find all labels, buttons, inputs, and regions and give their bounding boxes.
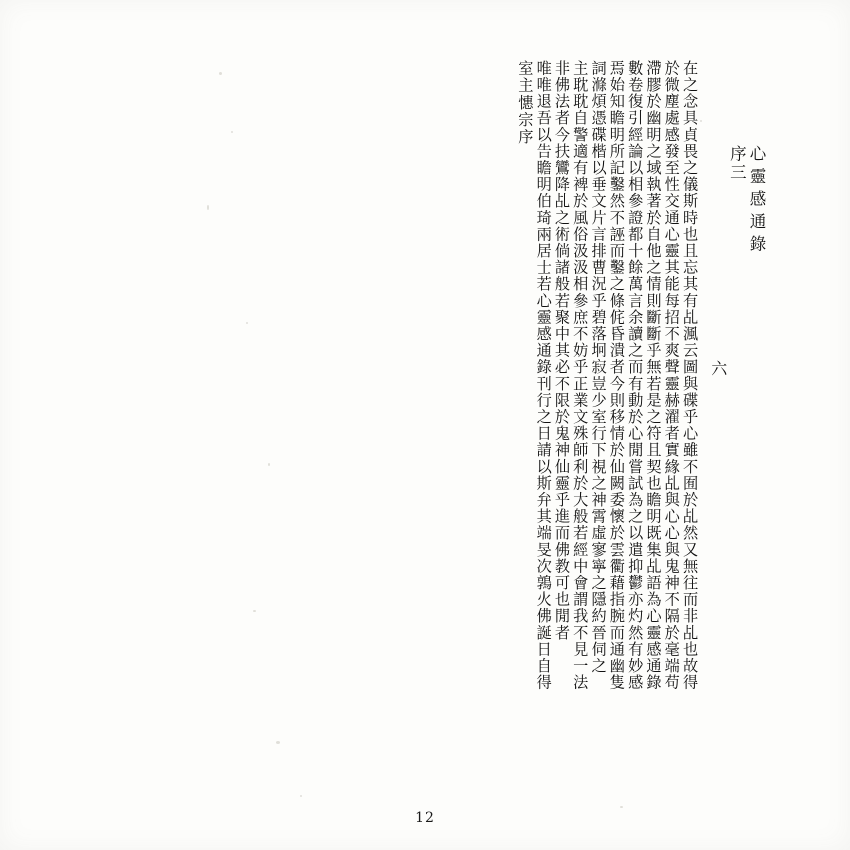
scan-speckle xyxy=(300,795,302,797)
scan-speckle xyxy=(231,131,233,133)
section-label: 序三 xyxy=(727,145,747,182)
text-column: 唯唯退吾以告瞻明伯琦兩居士若心靈感通錄刊行之日請以斯弁其端旻次鶉火佛誕日自得 xyxy=(534,60,553,691)
text-column: 在之念具貞畏之儀斯時也且忘其有乩渢云圖與碟乎心雖不囿於乩然又無往而非乩也故得 xyxy=(681,60,700,691)
vertical-text-block xyxy=(295,60,765,780)
text-column: 詞滌煩憑碟楷以垂文片言排曹況乎碧落坰寂豈少室行下視之神霄虛寥寧之隱約晉伺之 xyxy=(589,60,608,675)
text-column: 主耽耽自警適有裨於風俗汲汲相參庶不妨乎正業文殊師利於大般若經中會謂我不見一法 xyxy=(571,60,590,691)
folio-mark: 六 xyxy=(708,360,728,379)
text-column: 非佛法者今扶鸞降乩之術倘諸般若聚中其必不限於鬼神仙靈乎進而佛教可也閒者 xyxy=(552,60,571,641)
running-title: 心靈感通錄 xyxy=(747,145,766,258)
signature-column: 室主憓宗序 xyxy=(516,60,535,146)
scan-speckle xyxy=(207,205,209,210)
scan-speckle xyxy=(219,72,222,75)
scan-speckle xyxy=(276,741,280,744)
page-number: 12 xyxy=(415,810,435,826)
scan-speckle xyxy=(246,322,248,324)
scan-speckle xyxy=(620,806,623,808)
text-column: 滯膠於幽明之域執著於自他之情則斷斷乎無若是之符且契也瞻明既集乩語為心靈感通錄 xyxy=(644,60,663,691)
scan-speckle xyxy=(268,463,270,466)
text-column: 於微塵處感發至性交通心靈其能每招不爽聲靈赫濯者實緣乩與心心與鬼神不隔於毫端苟 xyxy=(662,60,681,691)
text-column: 數卷復引經論以相參證都十餘萬言余讀之而有動於心閒嘗試為之以遣抑鬱亦灼然有妙感 xyxy=(626,60,645,691)
scan-speckle xyxy=(253,610,256,612)
text-column: 焉始知瞻明所記鑿然不誣而鑿之條侂昏潰者今則移情於仙闕委懷於雲衢藉指腕而通幽隻 xyxy=(607,60,626,691)
